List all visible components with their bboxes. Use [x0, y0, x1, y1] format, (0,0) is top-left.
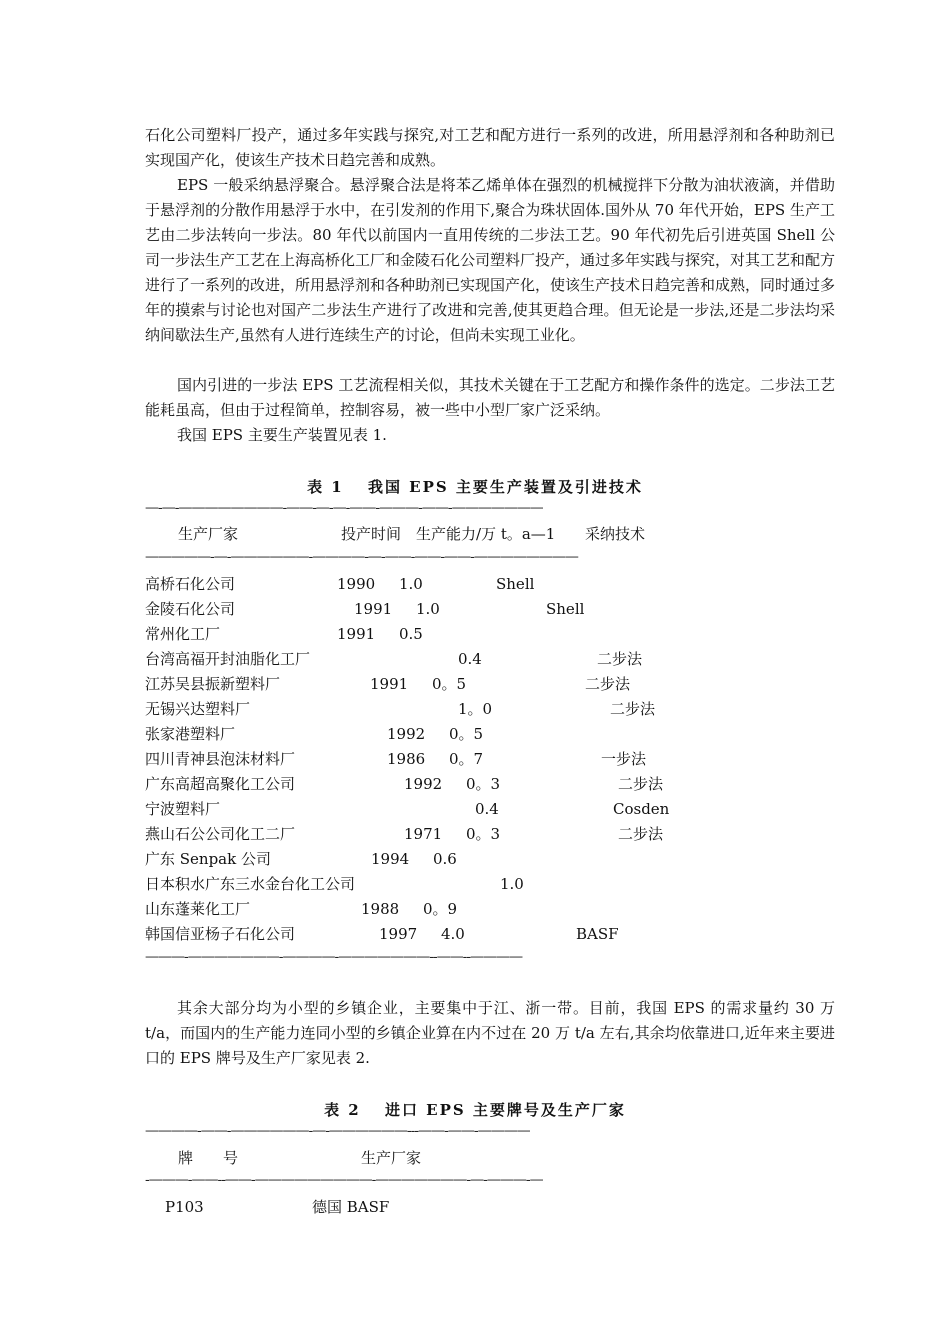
- table1-header-company: 生产厂家: [178, 525, 239, 543]
- cell-tech: Shell: [496, 575, 535, 593]
- cell-capacity: 0。5: [432, 675, 467, 693]
- cell-year: 1991: [354, 600, 393, 618]
- cell-tech: 二步法: [618, 775, 664, 793]
- cell-tech: 二步法: [597, 650, 643, 668]
- table2-header-brand: 牌 号: [178, 1149, 239, 1167]
- cell-tech: 二步法: [610, 700, 656, 718]
- cell-year: 1990: [337, 575, 376, 593]
- cell-year: 1992: [387, 725, 426, 743]
- cell-capacity: 0.5: [399, 625, 423, 643]
- paragraph-2: EPS 一般采纳悬浮聚合。悬浮聚合法是将苯乙烯单体在强烈的机械搅拌下分散为油状液滴，并借助于悬浮剂的分散作用悬浮于水中，在引发剂的作用下,聚合为珠状固体.国外从 70 年代开始，EPS 生产工艺由二步法转向一步法。80 年代以前国内一直用传统的二步法工艺。90 年代初先后引进英国 Shell 公司一步法生产工艺在上海高桥化工厂和金陵石化公司塑料厂投产，通过多年实践与探究，对其工艺和配方进行了一系列的改进，所用悬浮剂和各种助剂已实现国产化，使该生产技术日趋完善和成熟，同时通过多年的摸索与讨论也对国产二步法生产进行了改进和完善,使其更趋合理。但无论是一步法,还是二步法均采纳间歇法生产,虽然有人进行连续生产的讨论，但尚未实现工业化。: [145, 176, 836, 344]
- cell-tech: Cosden: [613, 800, 670, 818]
- cell-company: 日本积水广东三水金台化工公司: [145, 875, 356, 893]
- paragraph-3: 国内引进的一步法 EPS 工艺流程相关似，其技术关键在于工艺配方和操作条件的选定。二步法工艺能耗虽高，但由于过程简单，控制容易，被一些中小型厂家广泛采纳。: [145, 376, 835, 419]
- cell-tech: BASF: [576, 925, 619, 943]
- paragraph-1: 石化公司塑料厂投产，通过多年实践与探究,对工艺和配方进行一系列的改进，所用悬浮剂和各种助剂已实现国产化，使该生产技术日趋完善和成熟。: [145, 126, 835, 169]
- cell-company: 韩国信亚杨子石化公司: [145, 925, 296, 943]
- table1-rule-top: —-—-————————-——-—-—-——-———-——-———————: [145, 500, 543, 516]
- table1-header-time-capacity: 投产时间 生产能力/万 t。a—1: [341, 525, 556, 543]
- cell-capacity: 1.0: [500, 875, 524, 893]
- cell-capacity: 0。7: [449, 750, 484, 768]
- cell-company: 宁波塑料厂: [145, 800, 221, 818]
- cell-company: 常州化工厂: [145, 625, 221, 643]
- cell-tech: 二步法: [585, 675, 631, 693]
- table1-rule-mid: —————-—-——————-————-—-——-——-——-————————: [145, 549, 578, 565]
- paragraph-4: 我国 EPS 主要生产装置见表 1.: [177, 426, 387, 444]
- cell-company: 广东 Senpak 公司: [145, 850, 271, 868]
- cell-year: 1994: [371, 850, 410, 868]
- cell-company: 金陵石化公司: [145, 600, 236, 618]
- table2-rule-mid: -———-——--——-—————————-———————-—-———-—: [145, 1172, 543, 1188]
- cell-capacity: 0。3: [466, 825, 501, 843]
- table1-title: 表 1 我国 EPS 主要生产装置及引进技术: [307, 478, 643, 496]
- cell-year: 1991: [337, 625, 376, 643]
- cell-capacity: 1。0: [458, 700, 493, 718]
- cell-capacity: 0.4: [458, 650, 482, 668]
- cell-capacity: 1.0: [399, 575, 423, 593]
- table1-rule-bottom: ———-———————-————-———————--——--————: [145, 949, 523, 965]
- cell-tech: Shell: [546, 600, 585, 618]
- cell-capacity: 0.4: [475, 800, 499, 818]
- table2-header-maker: 生产厂家: [361, 1149, 422, 1167]
- cell-tech: 一步法: [601, 750, 647, 768]
- cell-year: 1988: [361, 900, 400, 918]
- cell-company: 高桥石化公司: [145, 575, 236, 593]
- table1-header-tech: 采纳技术: [585, 525, 646, 543]
- cell-capacity: 0。5: [449, 725, 484, 743]
- paragraph-5: 其余大部分均为小型的乡镇企业，主要集中于江、浙一带。目前，我国 EPS 的需求量约 30 万 t/a，而国内的生产能力连同小型的乡镇企业算在内不过在 20 万 t/a 左右,其余均依靠进口,近年来主要进口的 EPS 牌号及生产厂家见表 2.: [145, 999, 835, 1067]
- cell-company: 山东蓬莱化工厂: [145, 900, 251, 918]
- cell-company: 四川青神县泡沫材料厂: [145, 750, 296, 768]
- cell-company: 台湾高福开封油脂化工厂: [145, 650, 311, 668]
- cell-company: 燕山石公公司化工二厂: [145, 825, 296, 843]
- cell-brand: P103: [165, 1198, 204, 1216]
- cell-capacity: 1.0: [416, 600, 440, 618]
- cell-year: 1991: [370, 675, 409, 693]
- cell-capacity: 0。3: [466, 775, 501, 793]
- cell-capacity: 4.0: [441, 925, 465, 943]
- cell-company: 广东高超高聚化工公司: [145, 775, 296, 793]
- cell-company: 张家港塑料厂: [145, 725, 236, 743]
- cell-year: 1971: [404, 825, 443, 843]
- cell-company: 无锡兴达塑料厂: [145, 700, 251, 718]
- table2-title: 表 2 进口 EPS 主要牌号及生产厂家: [324, 1101, 626, 1119]
- cell-year: 1992: [404, 775, 443, 793]
- cell-capacity: 0。9: [423, 900, 458, 918]
- cell-maker: 德国 BASF: [312, 1198, 390, 1216]
- cell-company: 江苏吴县振新塑料厂: [145, 675, 281, 693]
- cell-year: 1986: [387, 750, 426, 768]
- cell-tech: 二步法: [618, 825, 664, 843]
- cell-year: 1997: [379, 925, 418, 943]
- table2-rule-top: ————-——-——————-—-——————---——-——-————: [145, 1123, 530, 1139]
- cell-capacity: 0.6: [433, 850, 457, 868]
